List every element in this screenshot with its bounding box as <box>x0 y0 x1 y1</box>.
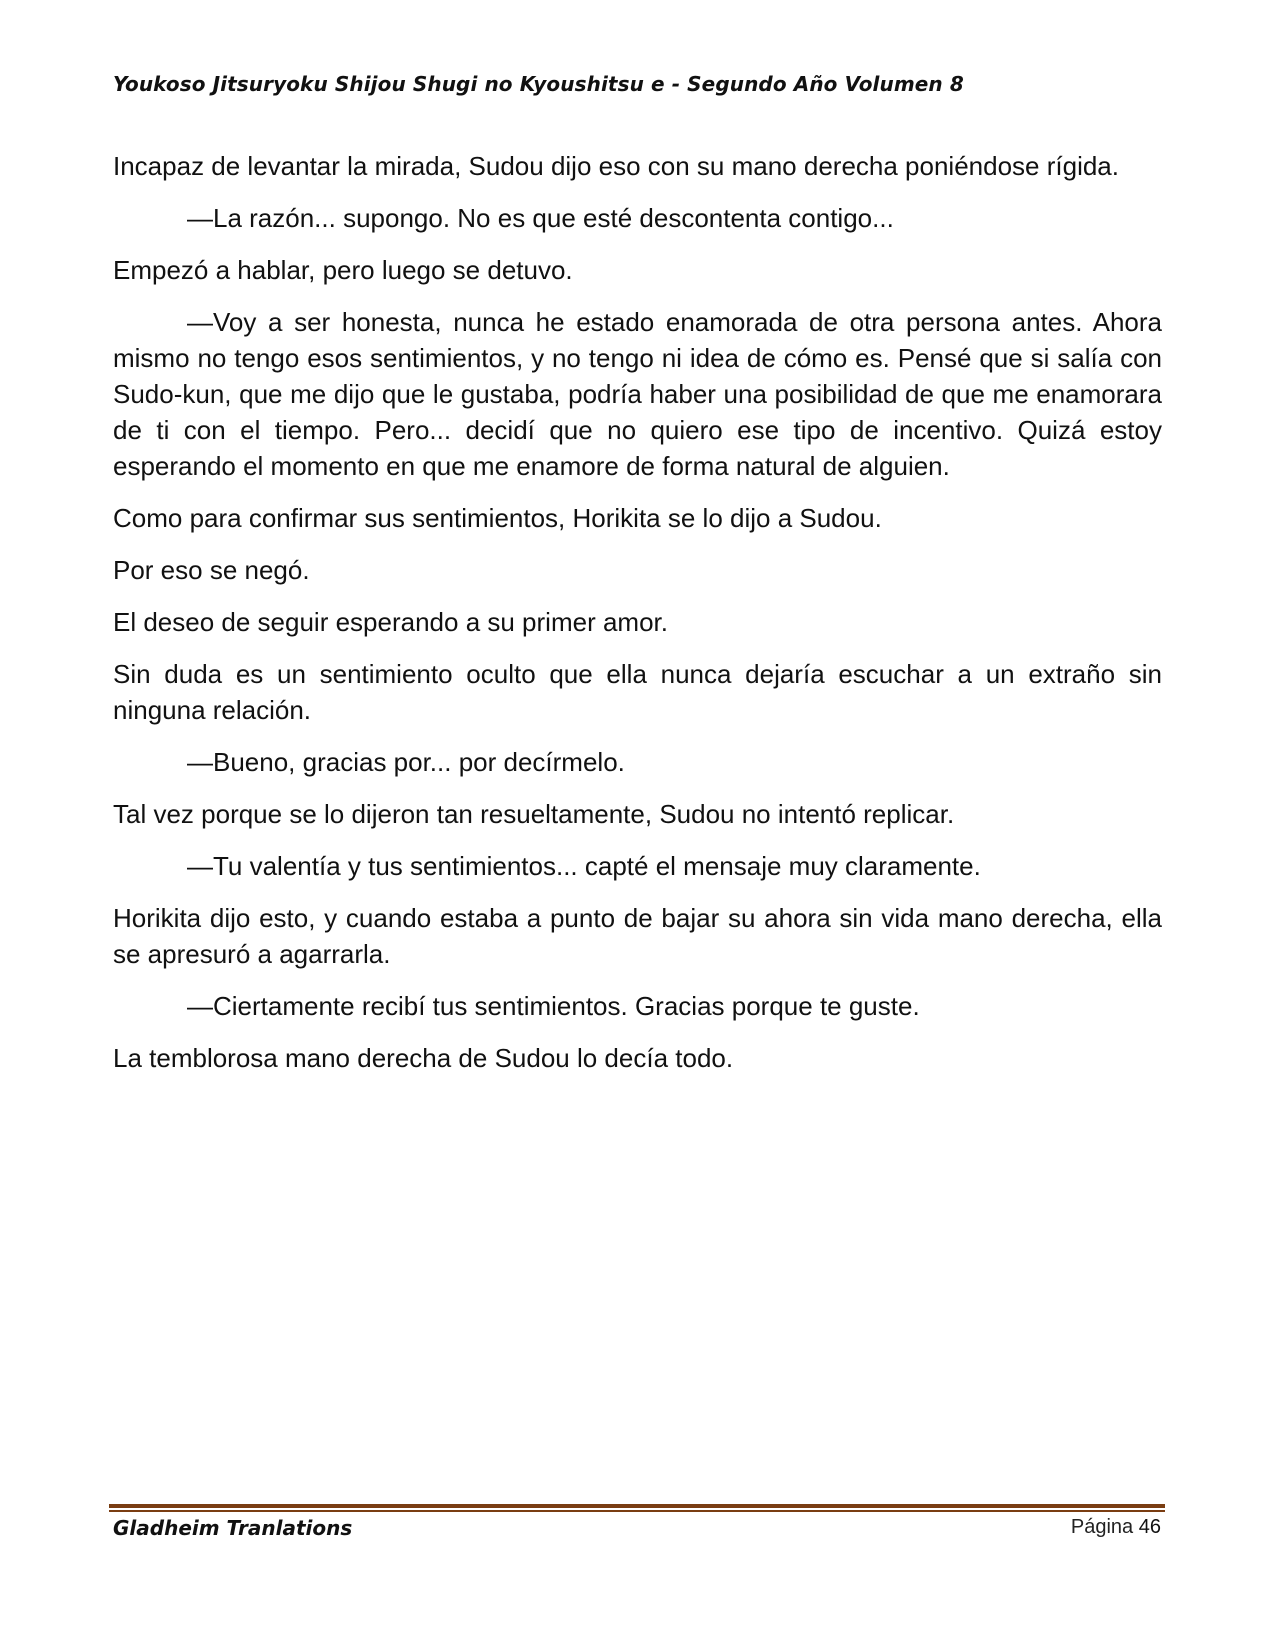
paragraph: —Tu valentía y tus sentimientos... capté el mensaje muy claramente. <box>187 851 981 881</box>
paragraph: —Voy a ser honesta, nunca he estado enamorada de otra persona antes. Ahora mismo no tengo esos sentimientos, y no tengo ni idea de cómo es. Pensé que si salía con Sudo-kun, que me dijo que le gustaba, podría haber una posibilidad de que me enamorara de ti con el tiempo. Pero... decidí que no quiero ese tipo de incentivo. Quizá estoy esperando el momento en que me enamore de forma natural de alguien. <box>113 307 1162 481</box>
footer-divider-thin-line <box>109 1510 1165 1512</box>
paragraph: —Ciertamente recibí tus sentimientos. Gracias porque te guste. <box>187 991 920 1021</box>
body-text <box>113 148 1162 1092</box>
footer-credit: Gladheim Tranlations <box>113 1516 353 1540</box>
page-number: 46 <box>1138 1516 1161 1538</box>
paragraph: Por eso se negó. <box>113 555 310 585</box>
paragraph: El deseo de seguir esperando a su primer amor. <box>113 607 668 637</box>
paragraph: —La razón... supongo. No es que esté descontenta contigo... <box>187 203 894 233</box>
paragraph: Empezó a hablar, pero luego se detuvo. <box>113 255 573 285</box>
paragraph: Sin duda es un sentimiento oculto que ella nunca dejaría escuchar a un extraño sin ninguna relación. <box>113 659 1162 725</box>
paragraph: Incapaz de levantar la mirada, Sudou dijo eso con su mano derecha poniéndose rígida. <box>113 151 1119 181</box>
footer-divider <box>109 1504 1165 1512</box>
paragraph: Tal vez porque se lo dijeron tan resueltamente, Sudou no intentó replicar. <box>113 799 955 829</box>
paragraph: —Bueno, gracias por... por decírmelo. <box>187 747 625 777</box>
page-number-label <box>1071 1516 1161 1539</box>
page-label: Página <box>1070 1516 1134 1538</box>
paragraph: Como para confirmar sus sentimientos, Horikita se lo dijo a Sudou. <box>113 503 882 533</box>
footer-divider-thick-line <box>109 1504 1165 1508</box>
paragraph: Horikita dijo esto, y cuando estaba a punto de bajar su ahora sin vida mano derecha, ella se apresuró a agarrarla. <box>113 903 1162 969</box>
running-header-title: Youkoso Jitsuryoku Shijou Shugi no Kyoushitsu e - Segundo Año Volumen 8 <box>113 72 964 96</box>
paragraph: La temblorosa mano derecha de Sudou lo decía todo. <box>113 1043 734 1073</box>
